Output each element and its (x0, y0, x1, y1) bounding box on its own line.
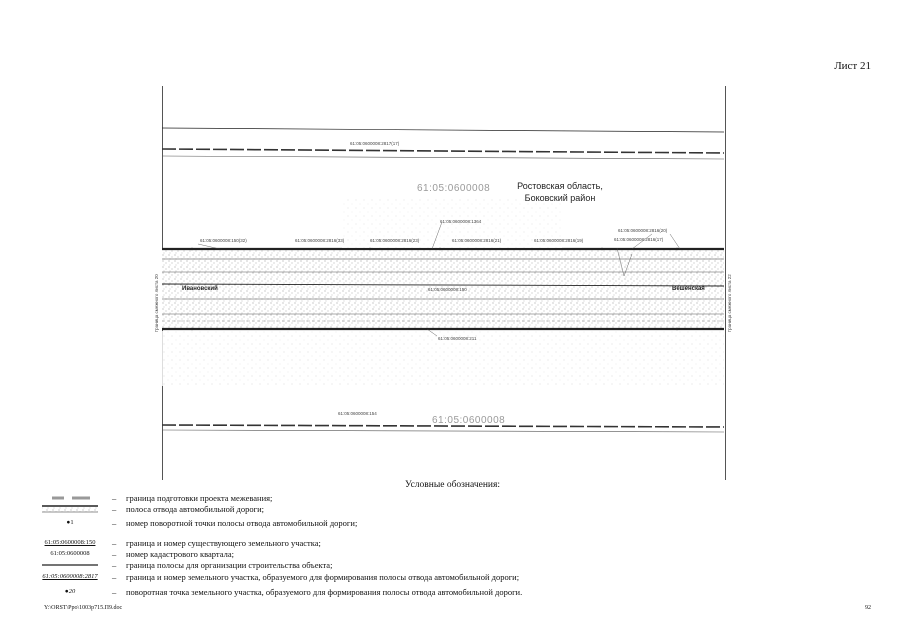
parcel-label: 61:05:0600008:2816(17) (614, 237, 664, 242)
legend-dash: – (112, 493, 117, 503)
legend-symbol: ●1 (66, 519, 74, 526)
legend-text: номер поворотной точки полосы отвода автомобильной дороги; (126, 518, 358, 528)
legend-symbol: 61:05:0600008:150 (44, 539, 96, 546)
legend-text: номер кадастрового квартала; (126, 549, 234, 559)
legend-item (34, 571, 854, 583)
parcel-label: 61:05:0600008:2816(21) (452, 238, 502, 243)
region-line-2: Боковский район (524, 193, 596, 203)
parcel-label: 61:05:0600008:2816(20) (618, 228, 668, 233)
legend-item (34, 517, 854, 529)
parcel-label-bottom: 61:05:0600008:154 (338, 411, 377, 416)
legend-item (34, 586, 854, 598)
settlement-left: Ивановский (182, 286, 218, 292)
legend-dash: – (112, 572, 117, 582)
legend-symbol: 61:05:0600008 (50, 550, 90, 557)
side-label-right: Граница смежного листа 22 (727, 274, 732, 332)
quarter-number-top: 61:05:0600008 (417, 183, 491, 194)
legend-symbol (34, 559, 106, 571)
lower-road-lines (162, 425, 724, 432)
legend-dash: – (112, 587, 117, 597)
legend-dash: – (112, 560, 117, 570)
legend-text: граница подготовки проекта межевания; (126, 493, 273, 503)
legend-symbol: ●20 (64, 588, 76, 595)
sheet-number: Лист 21 (834, 60, 871, 72)
small-label-mid: 61:05:0600008:1364 (440, 219, 482, 224)
legend-text: поворотная точка земельного участка, образуемого для формирования полосы отвода автомобильной дороги. (126, 587, 523, 597)
page-number: 92 (865, 605, 871, 611)
legend-title: Условные обозначения: (404, 480, 500, 490)
legend-text: граница и номер земельного участка, образуемого для формирования полосы отвода автомобильной дороги; (126, 572, 520, 582)
legend-dash: – (112, 549, 117, 559)
region-name (500, 180, 620, 204)
road-center-label: 61:05:0600008:150 (428, 287, 467, 292)
legend-dash: – (112, 504, 117, 514)
legend-text: полоса отвода автомобильной дороги; (126, 504, 265, 514)
parcel-label: 61:05:0600008:150(32) (200, 238, 247, 243)
legend-text: граница полосы для организации строительства объекта; (126, 560, 333, 570)
legend-symbol (34, 503, 106, 515)
file-path: Y:\ORST\Ppo\1003p715.П9.doc (44, 605, 123, 611)
parcel-label: 61:05:0600008:2816(23) (370, 238, 420, 243)
legend-dash: – (112, 518, 117, 528)
quarter-number-bottom: 61:05:0600008 (432, 415, 506, 426)
legend-item (34, 559, 854, 571)
settlement-right: Вешенская (672, 286, 705, 292)
parcel-label: 61:05:0600008:2816(19) (534, 238, 584, 243)
legend-dash: – (112, 538, 117, 548)
side-label-left: Граница смежного листа 20 (154, 274, 159, 332)
parcel-label-below-road: 61:05:0600008:211 (438, 336, 477, 341)
region-line-1: Ростовская область, (517, 181, 603, 191)
legend-item (34, 503, 854, 515)
parcel-label: 61:05:0600008:2816(33) (295, 238, 345, 243)
legend-text: граница и номер существующего земельного участка; (126, 538, 321, 548)
parcel-label-top: 61:05:0600008:2817(17) (350, 141, 400, 146)
legend-symbol: 61:05:0600008:2817 (42, 573, 98, 580)
upper-road-lines (162, 128, 724, 159)
